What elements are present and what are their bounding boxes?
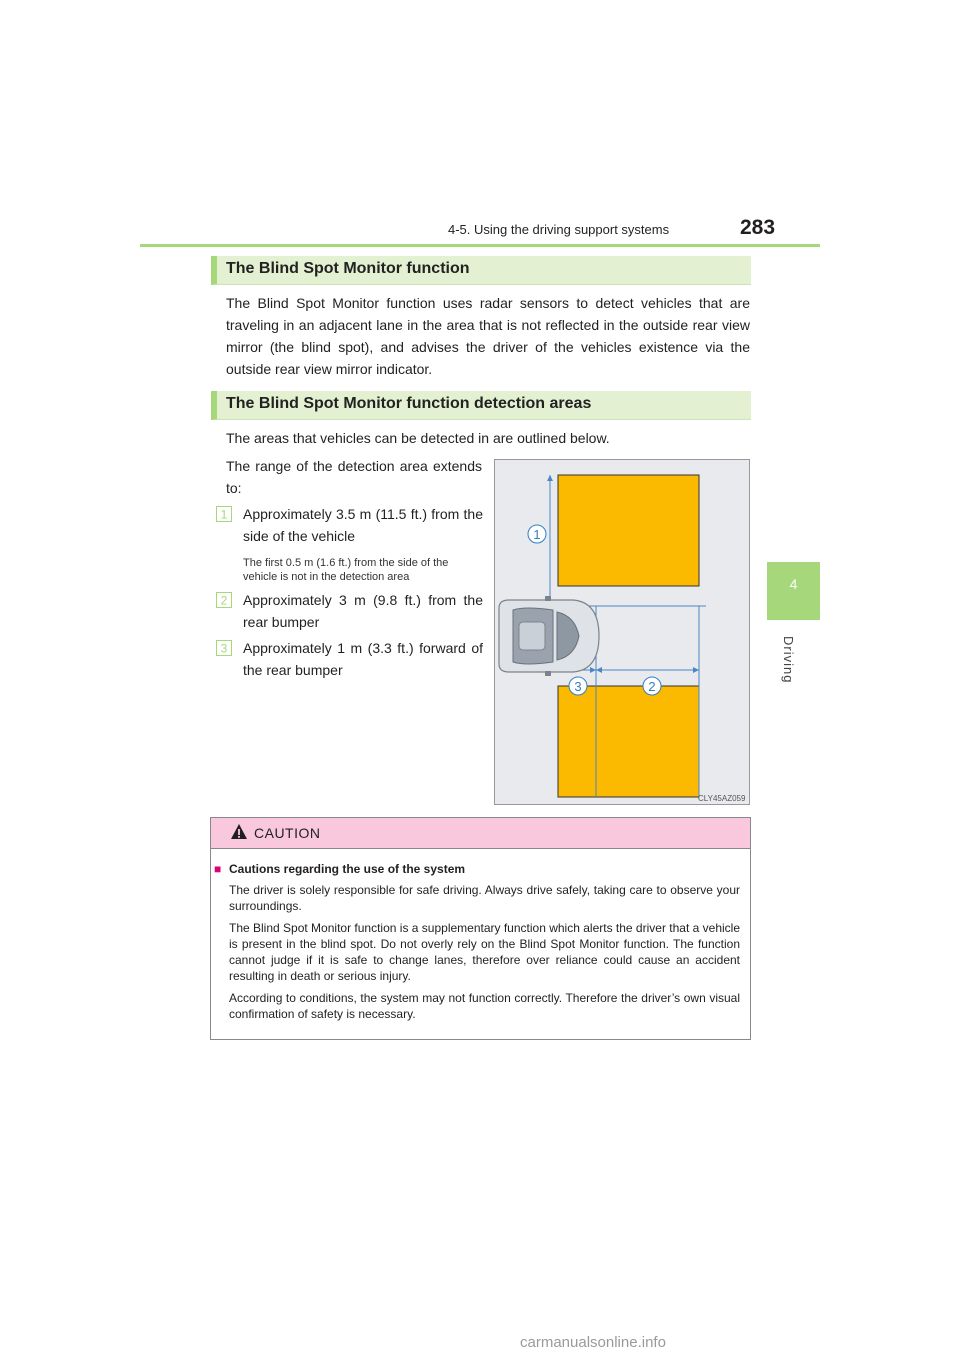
header-divider	[140, 244, 820, 247]
item-2-text: Approximately 3 m (9.8 ft.) from the rear bumper	[243, 592, 483, 630]
item-1-text: Approximately 3.5 m (11.5 ft.) from the side of the vehicle	[243, 506, 483, 544]
warning-icon	[230, 823, 248, 841]
chapter-tab-number: 4	[789, 576, 798, 592]
diagram-code: CLY45AZ059	[698, 794, 746, 803]
range-intro: The range of the detection area extends to:	[226, 458, 482, 496]
callout-3	[569, 677, 587, 695]
chapter-tab-label-wrap	[770, 636, 820, 686]
caution-paragraph: The Blind Spot Monitor function is a supplementary function which alerts the driver that a vehicle is present in the blind spot. Do not overly rely on the Blind Spot Monitor function. The function cannot judge if it is safe to change lanes, therefore over reliance could cause an accident resulting in death or serious injury.	[229, 921, 740, 983]
item-2-number-text: 2	[220, 593, 228, 608]
rear-detection-zone	[558, 686, 699, 797]
section-heading-areas	[211, 391, 751, 420]
site-watermark: carmanualsonline.info	[520, 1334, 666, 1351]
caution-title: CAUTION	[254, 825, 321, 841]
section-heading-bsm	[211, 256, 751, 285]
item-3-number-text: 3	[220, 641, 228, 656]
callout-1-label: 1	[533, 527, 541, 542]
page-number: 283	[740, 216, 776, 239]
item-1-number	[216, 506, 232, 522]
item-1-number-text: 1	[220, 507, 228, 522]
callout-3-label: 3	[574, 679, 582, 694]
front-detection-zone	[558, 475, 699, 586]
callout-1	[528, 525, 546, 543]
item-3-text: Approximately 1 m (3.3 ft.) forward of the rear bumper	[243, 640, 483, 678]
item-3-number-box	[216, 640, 232, 656]
section-heading-areas-text: The Blind Spot Monitor function detection areas	[226, 395, 592, 412]
chapter-tab-label: Driving	[781, 636, 796, 684]
section-header: 4-5. Using the driving support systems	[448, 222, 670, 237]
square-bullet-icon: ■	[214, 862, 222, 876]
caution-paragraph: According to conditions, the system may not function correctly. Therefore the driver’s own visual confirmation of safety is necessary.	[229, 991, 740, 1021]
car-icon	[499, 596, 599, 676]
detection-area-diagram	[494, 459, 750, 805]
caution-paragraph: The driver is solely responsible for safe driving. Always drive safely, taking care to observe your surroundings.	[229, 883, 740, 913]
section-heading-bsm-text: The Blind Spot Monitor function	[226, 260, 470, 277]
section-bsm-body: The Blind Spot Monitor function uses radar sensors to detect vehicles that are traveling in an adjacent lane in the area that is not reflected in the outside rear view mirror (the blind spot), and advises the driver of the vehicles existence via the outside rear view mirror indicator.	[226, 295, 750, 377]
item-3-number	[216, 640, 232, 656]
section-areas-intro: The areas that vehicles can be detected in are outlined below.	[226, 430, 610, 446]
caution-subheading: Cautions regarding the use of the system	[229, 862, 466, 876]
item-2-number	[216, 592, 232, 608]
item-2-number-box	[216, 592, 232, 608]
item-1-note: The first 0.5 m (1.6 ft.) from the side of the vehicle is not in the detection area	[243, 557, 449, 583]
callout-2-label: 2	[648, 679, 656, 694]
callout-2	[643, 677, 661, 695]
detection-area-illustration	[495, 460, 749, 804]
item-1-number-box	[216, 506, 232, 522]
